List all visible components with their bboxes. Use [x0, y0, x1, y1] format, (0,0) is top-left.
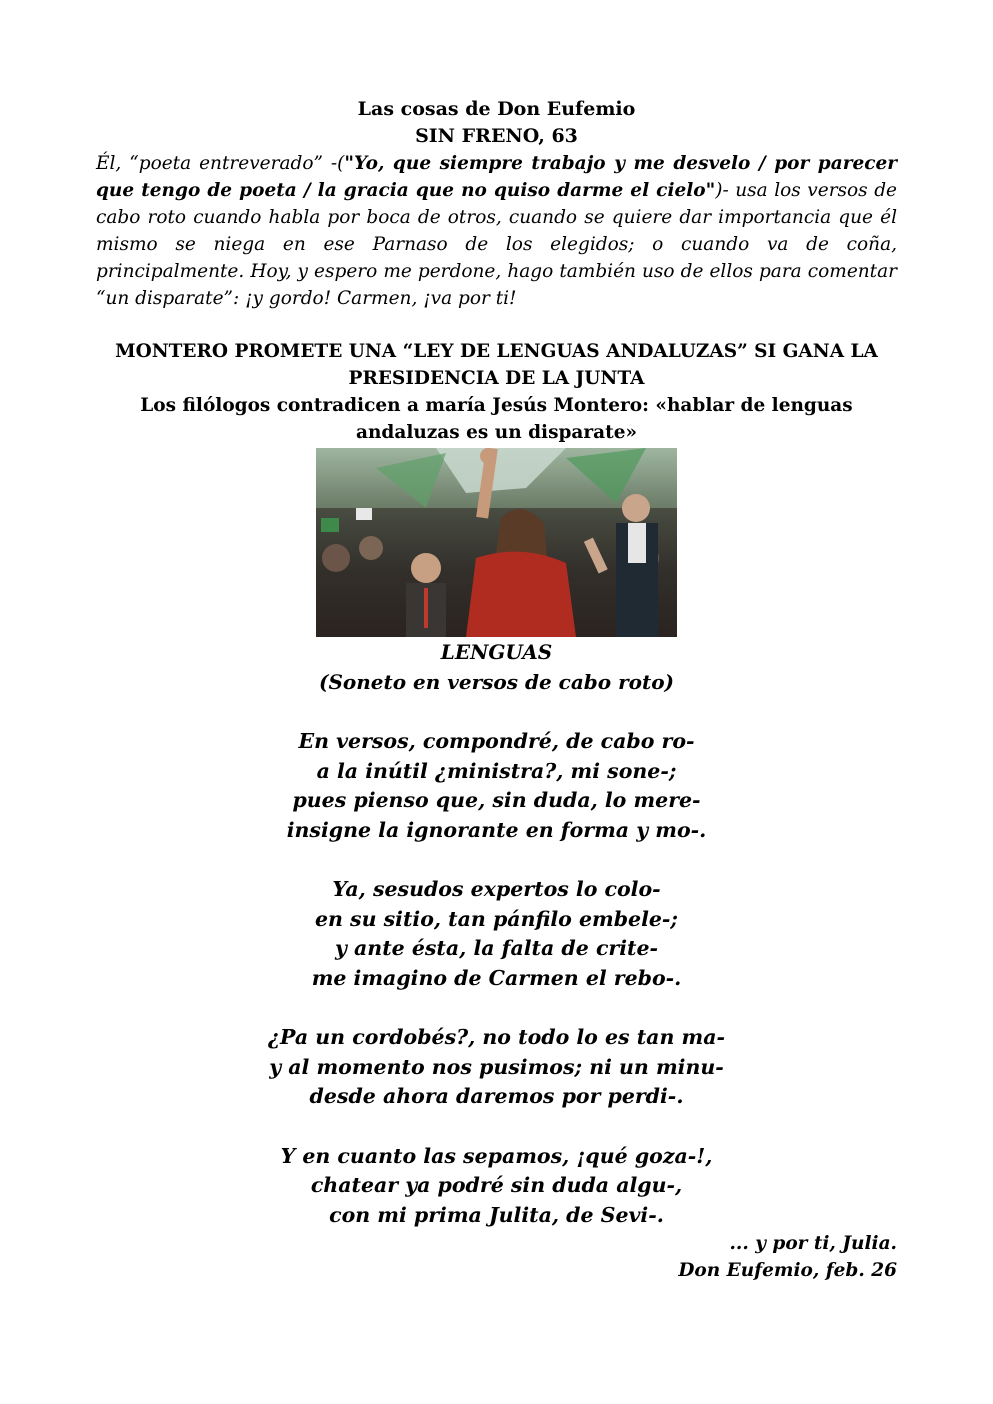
- verse: En versos, compondré, de cabo ro-: [298, 729, 695, 753]
- verse: y ante ésta, la falta de crite-: [334, 936, 659, 960]
- news-headline: MONTERO PROMETE UNA “LEY DE LENGUAS ANDALUZAS” SI GANA LA PRESIDENCIA DE LA JUNTA: [115, 341, 878, 389]
- verse: y al momento nos pusimos; ni un minu-: [269, 1054, 724, 1079]
- poem-title: LENGUAS: [440, 640, 553, 664]
- intro-paragraph: [96, 150, 897, 312]
- author-signature: Don Eufemio, feb. 26: [678, 1260, 897, 1281]
- intro-text-start: Él, “poeta entreverado” -(: [96, 153, 345, 174]
- news-photo: [316, 448, 677, 637]
- poem-subtitle: (Soneto en versos de cabo roto): [319, 670, 674, 694]
- document-page: [96, 96, 897, 1284]
- verse: en su sitio, tan pánfilo embele-;: [314, 906, 679, 931]
- verse: chatear ya podré sin duda algu-,: [310, 1173, 683, 1197]
- stanza-3: [96, 1023, 897, 1112]
- verse: con mi prima Julita, de Sevi-.: [329, 1202, 664, 1227]
- verse: Y en cuanto las sepamos, ¡qué goza-!,: [280, 1143, 713, 1168]
- stanza-2: [96, 875, 897, 993]
- column-title: Las cosas de Don Eufemio: [357, 98, 636, 120]
- news-subheadline: Los filólogos contradicen a maría Jesús Montero: «hablar de lenguas andaluzas es un disparate»: [140, 395, 853, 443]
- verse: desde ahora daremos por perdi-.: [309, 1084, 684, 1108]
- photo-illustration: [316, 448, 677, 637]
- dedication: ... y por ti, Julia.: [729, 1233, 897, 1254]
- verse: a la inútil ¿ministra?, mi sone-;: [316, 758, 677, 783]
- verse: ¿Pa un cordobés?, no todo lo es tan ma-: [267, 1025, 725, 1049]
- stanza-4: [96, 1142, 897, 1231]
- intro-quote: "Yo, que siempre trabajo y me desvelo / por parecer que tengo de poeta / la gracia que no quiso darme el cielo": [96, 153, 897, 201]
- column-number: SIN FRENO, 63: [415, 125, 578, 147]
- stanza-1: [96, 727, 897, 845]
- verse: me imagino de Carmen el rebo-.: [311, 965, 682, 990]
- verse: pues pienso que, sin duda, lo mere-: [292, 788, 701, 812]
- verse: insigne la ignorante en forma y mo-.: [286, 817, 707, 842]
- verse: Ya, sesudos expertos lo colo-: [332, 877, 661, 901]
- intro-text-end: )- usa los versos de cabo roto cuando habla por boca de otros, cuando se quiere dar importancia que él mismo se niega en ese Parnaso de los elegidos; o cuando va de coña, principalmente. Hoy, y espero me perdone, hago también uso de ellos para comentar “un disparate”: ¡y gordo! Carmen, ¡va por ti!: [96, 180, 897, 309]
